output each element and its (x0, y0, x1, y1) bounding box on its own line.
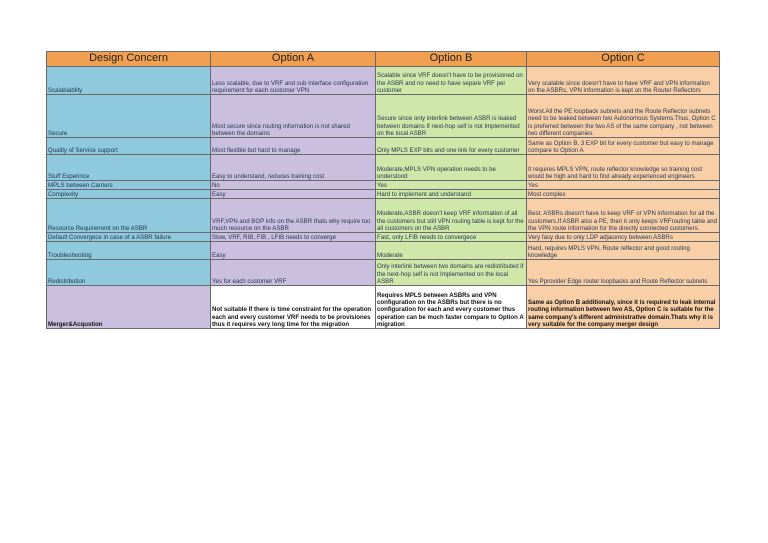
option-a-cell: Less scalable, due to VRF and sub interface configuration requirement for each customer VPN (211, 67, 376, 95)
design-concern-cell: Redistribution (47, 260, 211, 286)
option-b-cell: Only interlink between two domains are redistributed if the next-hop self is not Implemented on the local ASBR (376, 260, 527, 286)
option-b-cell: Moderate (376, 242, 527, 260)
design-concern-cell: Scalabiablity (47, 67, 211, 95)
design-concern-cell: Merger&Acqustion (47, 286, 211, 329)
option-c-cell: Very fasy due to only LDP adjacency between ASBRs (527, 233, 720, 242)
option-b-cell: Fast, only LFIB needs to convergece (376, 233, 527, 242)
header-option-b: Option B (376, 52, 527, 67)
design-concern-cell: Quality of Service support (47, 138, 211, 155)
option-b-cell: Hard to implement and understand (376, 190, 527, 199)
option-c-cell: Best. ASBRs doesn't have to keep VRF or VPN information for all the customers.If ASBR also a PE, then it only keeps VRFrouting table and the VPN route information for the directly connected customers. (527, 199, 720, 233)
option-b-cell: Moderate,MPLS VPN operation needs to be understood (376, 155, 527, 181)
table-row (47, 95, 720, 138)
option-b-cell: Requires MPLS between ASBRs and VPN configuration on the ASBRs but there is no configuration for each and every customer thus operation can be much faster compare to Option A migration (376, 286, 527, 329)
design-concern-cell: Stuff Experince (47, 155, 211, 181)
design-concern-cell: Troubleshooting (47, 242, 211, 260)
option-b-cell: Secure since only interlink between ASBR is leaked between domains If next-hop self is not Implemented on the local ASBR (376, 95, 527, 138)
option-a-cell: Easy (211, 242, 376, 260)
design-concern-cell: Complexity (47, 190, 211, 199)
table-row (47, 67, 720, 95)
table-row (47, 260, 720, 286)
option-c-cell: Most complex (527, 190, 720, 199)
header-row (47, 52, 720, 67)
option-a-cell: Most flexible but hard to manage (211, 138, 376, 155)
option-c-cell: Same as Option B additionaly, since it is required to leak internal routing information between two AS, Option C is suitable for the same company's different administrative domain.Thats why it is very suitable for the company merger design (527, 286, 720, 329)
table-row (47, 199, 720, 233)
header-option-c: Option C (527, 52, 720, 67)
option-b-cell: Only MPLS EXP bits and one link for every customer (376, 138, 527, 155)
header-design-concern: Design Concern (47, 52, 211, 67)
option-a-cell: Yes for each customer VRF (211, 260, 376, 286)
option-c-cell: Very scalable since doesn't have to have VRF and VPN information on the ASBRs, VPN information is kept on the Router Reflectors (527, 67, 720, 95)
design-concern-cell: MPLS between Carriers (47, 181, 211, 190)
table-row (47, 138, 720, 155)
table-row (47, 286, 720, 329)
table-row (47, 233, 720, 242)
option-c-cell: It requires MPLS VPN, route reflector knowledge so training cost would be high and hard to find already experienced engineers (527, 155, 720, 181)
option-a-cell: Most secure since routing information is not shared between the domains (211, 95, 376, 138)
design-concern-cell: Default Convergece in case of a ASBR failure (47, 233, 211, 242)
option-c-cell: Worst.All the PE loopback subnets and the Route Reflector subnets need to be leaked between two Autonomous Systems.Thus, Option C is preferred between the two AS of the same company , not between two different companies. (527, 95, 720, 138)
option-b-cell: Scalable since VRF doesn't have to be provisioned on the ASBR and no need to have separe VRF per customer (376, 67, 527, 95)
option-a-cell: Slow, VRF, RIB, FIB , LFIB needs to converge (211, 233, 376, 242)
comparison-table (46, 51, 720, 329)
option-c-cell: Same as Option B, 3 EXP bit for every customer but easy to manage compare to Option A (527, 138, 720, 155)
option-c-cell: Hard, requires MPLS VPN, Route reflector and good routing knowledge (527, 242, 720, 260)
option-b-cell: Moderate,ASBR doesn't keep VRF information of all the customers but still VPN routing table is kept for the all customers on the ASBR (376, 199, 527, 233)
design-concern-cell: Secure (47, 95, 211, 138)
table-row (47, 242, 720, 260)
option-c-cell: Yes Pprovider Edge router loopbacks and Route Reflector subnets (527, 260, 720, 286)
table-row (47, 190, 720, 199)
option-a-cell: Not suitable If there is time constraint for the operation each and every customer VRF needs to be provisiones thus it requires very long time for the migration (211, 286, 376, 329)
option-a-cell: VRF,VPN and BGP info on the ASBR thats why require too much resource on the ASBR (211, 199, 376, 233)
option-a-cell: Easy to understand, reduces training cost (211, 155, 376, 181)
option-a-cell: Easy (211, 190, 376, 199)
design-concern-cell: Resource Requirement on the ASBR (47, 199, 211, 233)
option-b-cell: Yes (376, 181, 527, 190)
table-row (47, 155, 720, 181)
header-option-a: Option A (211, 52, 376, 67)
table-row (47, 181, 720, 190)
option-a-cell: No (211, 181, 376, 190)
option-c-cell: Yes (527, 181, 720, 190)
